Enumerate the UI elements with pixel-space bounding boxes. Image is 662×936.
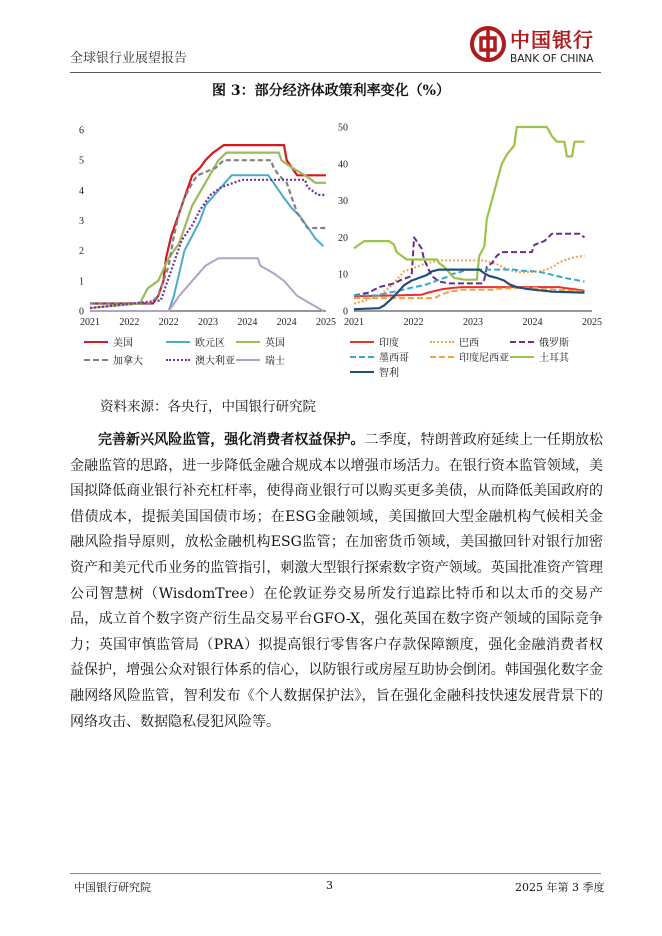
chart-emerging-policy-rates <box>336 115 602 330</box>
legend-item-russia: 俄罗斯 <box>510 334 569 349</box>
x-tick-label: 2022 <box>158 317 179 328</box>
series-line-e59c9fe880b3e585b6 <box>354 127 585 280</box>
legend-item-indonesia: 印度尼西亚 <box>430 349 509 364</box>
logo-chinese-name: 中国银行 <box>510 28 594 52</box>
y-tick-label: 0 <box>343 306 348 318</box>
y-tick-label: 6 <box>79 125 84 137</box>
series-line-e7be8ee59bbd <box>90 145 326 303</box>
y-tick-label: 20 <box>338 232 348 244</box>
x-tick-label: 2025 <box>316 317 336 328</box>
legend-item-uk: 英国 <box>236 334 285 349</box>
x-tick-label: 2022 <box>403 317 424 328</box>
x-tick-label: 2021 <box>344 317 364 328</box>
x-tick-label: 2025 <box>582 317 602 328</box>
x-tick-label: 2024 <box>522 317 543 328</box>
header-rule <box>70 72 601 73</box>
footer-institute: 中国银行研究院 <box>74 881 151 894</box>
series-line-e6aca7e58583e58cba <box>90 175 323 311</box>
y-tick-label: 5 <box>79 155 84 167</box>
bank-of-china-emblem-icon <box>470 26 506 62</box>
paragraph-text: 二季度，特朗普政府延续上一任期放松金融监管的思路，进一步降低金融合规成本以增强市场活力。在银行资本监管领域，美国拟降低商业银行补充杠杆率，使得商业银行可以购买更多美债，从而降低美国政府的借债成本，提振美国国债市场；在ESG金融领域，美国撤回大型金融机构气候相关金融风险指导原则，放松金融机构ESG监管；在加密货币领域，美国撤回针对银行加密资产和美元代币业务的监管指引，刺激大型银行探索数字资产领域。英国批准资产管理公司智慧树（WisdomTree）在伦敦证券交易所发行追踪比特币和以太币的交易产品，成立首个数字资产衍生品交易平台GFO-X，强化英国在数字资产领域的国际竞争力；英国审慎监管局（PRA）拟提高银行零售客户存款保障额度，强化金融消费者权益保护，增强公众对银行体系的信心，以防银行或房屋互助协会倒闭。韩国强化数字金融网络风险监管，智利发布《个人数据保护法》，旨在强化金融科技快速发展背景下的网络攻击、数据隐私侵犯风险等。 <box>70 432 604 730</box>
y-tick-label: 2 <box>79 246 84 258</box>
legend-item-switzerland: 瑞士 <box>236 352 285 367</box>
y-tick-label: 10 <box>338 269 348 281</box>
y-tick-label: 40 <box>338 159 348 171</box>
report-title: 全球银行业展望报告 <box>70 51 188 66</box>
legend-item-chile: 智利 <box>350 364 399 379</box>
x-tick-label: 2021 <box>80 317 100 328</box>
footer-rule <box>70 873 601 874</box>
series-line-e58aa0e68bbfe5a4a7 <box>90 160 326 303</box>
y-tick-label: 3 <box>79 216 84 227</box>
y-tick-label: 4 <box>79 185 84 197</box>
y-tick-label: 1 <box>79 276 84 288</box>
body-paragraph <box>70 428 603 735</box>
legend-item-mexico: 墨西哥 <box>350 349 409 364</box>
page-number: 3 <box>326 879 333 892</box>
legend-item-india: 印度 <box>350 334 399 349</box>
y-tick-label: 50 <box>338 122 348 134</box>
x-tick-label: 2022 <box>119 317 140 328</box>
x-tick-label: 2023 <box>198 317 218 328</box>
legend-item-canada: 加拿大 <box>84 352 143 367</box>
footer-quarter: 2025 年第 3 季度 <box>515 881 605 894</box>
legend-item-brazil: 巴西 <box>430 334 479 349</box>
series-line-e88bb1e59bbd <box>90 153 326 308</box>
legend-item-turkey: 土耳其 <box>510 349 569 364</box>
figure-source: 资料来源：各央行，中国银行研究院 <box>100 399 316 415</box>
legend-item-us: 美国 <box>84 334 133 349</box>
legend-item-euro: 欧元区 <box>166 334 225 349</box>
x-tick-label: 2023 <box>463 317 483 328</box>
x-tick-label: 2024 <box>237 317 258 328</box>
x-tick-label: 2024 <box>276 317 297 328</box>
y-tick-label: 0 <box>79 306 84 318</box>
logo-english-name: BANK OF CHINA <box>510 53 594 65</box>
figure-title: 图 3：部分经济体政策利率变化（%） <box>212 83 450 99</box>
bank-logo <box>470 22 592 70</box>
paragraph-lead: 完善新兴风险监管，强化消费者权益保护。 <box>98 432 365 448</box>
legend-item-australia: 澳大利亚 <box>166 352 235 367</box>
y-tick-label: 30 <box>338 196 348 208</box>
chart-developed-policy-rates <box>70 115 336 330</box>
